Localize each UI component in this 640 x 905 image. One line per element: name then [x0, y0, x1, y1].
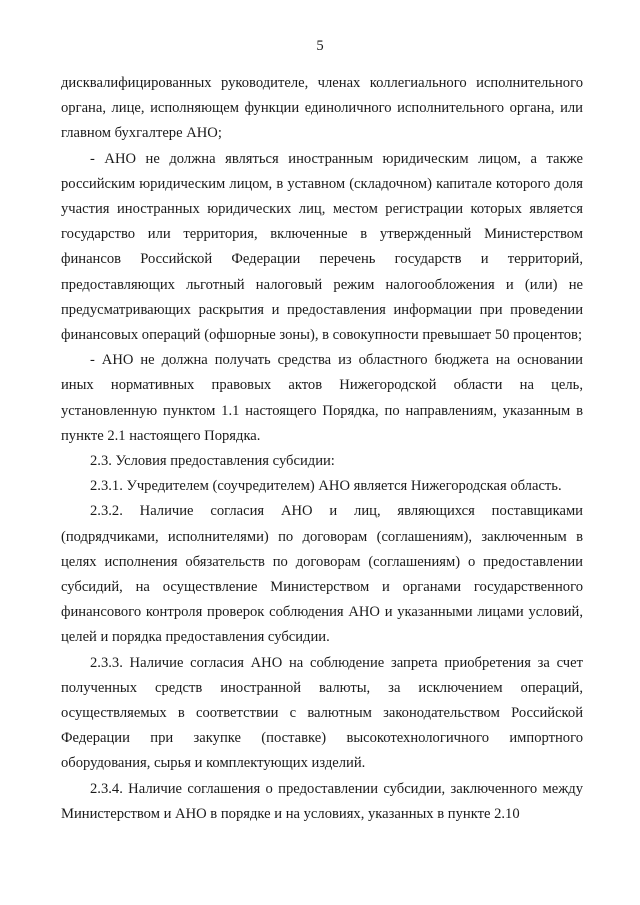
paragraph-foreign-entity-requirement: - АНО не должна являться иностранным юридическим лицом, а также российским юридическим лицом, в уставном (складочном) капитале которого доля участия иностранных юридических лиц, местом регистрации которых является государство или территория, включенные в утвержденный Министерством финансов Российской Федерации перечень государств и территорий, предоставляющих льготный налоговый режим налогообложения и (или) не предусматривающих раскрытия и предоставления информации при проведении финансовых операций (офшорные зоны), в совокупности превышает 50 процентов;	[61, 150, 583, 344]
page-number: 5	[316, 38, 324, 54]
paragraph-2-3-1: 2.3.1. Учредителем (соучредителем) АНО является Нижегородская область.	[90, 478, 562, 495]
paragraph-2-3-4: 2.3.4. Наличие соглашения о предоставлении субсидии, заключенного между Министерством и АНО в порядке и на условиях, указанных в пункте 2.10	[61, 780, 583, 822]
document-body	[61, 71, 583, 827]
paragraph-section-2-3-heading: 2.3. Условия предоставления субсидии:	[90, 453, 335, 470]
paragraph-2-3-2: 2.3.2. Наличие согласия АНО и лиц, являющихся поставщиками (подрядчиками, исполнителями) по договорам (соглашениям), заключенным в целях исполнения обязательств по договорам (соглашениям) о предоставлении субсидий, на осуществление Министерством и органами государственного финансового контроля проверок соблюдения АНО и указанными лицами условий, целей и порядка предоставления субсидии.	[61, 503, 583, 646]
paragraph-2-3-3: 2.3.3. Наличие согласия АНО на соблюдение запрета приобретения за счет полученных средств иностранной валюты, за исключением операций, осуществляемых в соответствии с валютным законодательством Российской Федерации при закупке (поставке) высокотехнологичного импортного оборудования, сырья и комплектующих изделий.	[61, 654, 583, 772]
paragraph-continuation: дисквалифицированных руководителе, членах коллегиального исполнительного органа, лице, исполняющем функции единоличного исполнительного органа, или главном бухгалтере АНО;	[61, 75, 583, 142]
paragraph-regional-budget-requirement: - АНО не должна получать средства из областного бюджета на основании иных нормативных правовых актов Нижегородской области на цель, установленную пунктом 1.1 настоящего Порядка, по направлениям, указанным в пункте 2.1 настоящего Порядка.	[61, 352, 583, 444]
